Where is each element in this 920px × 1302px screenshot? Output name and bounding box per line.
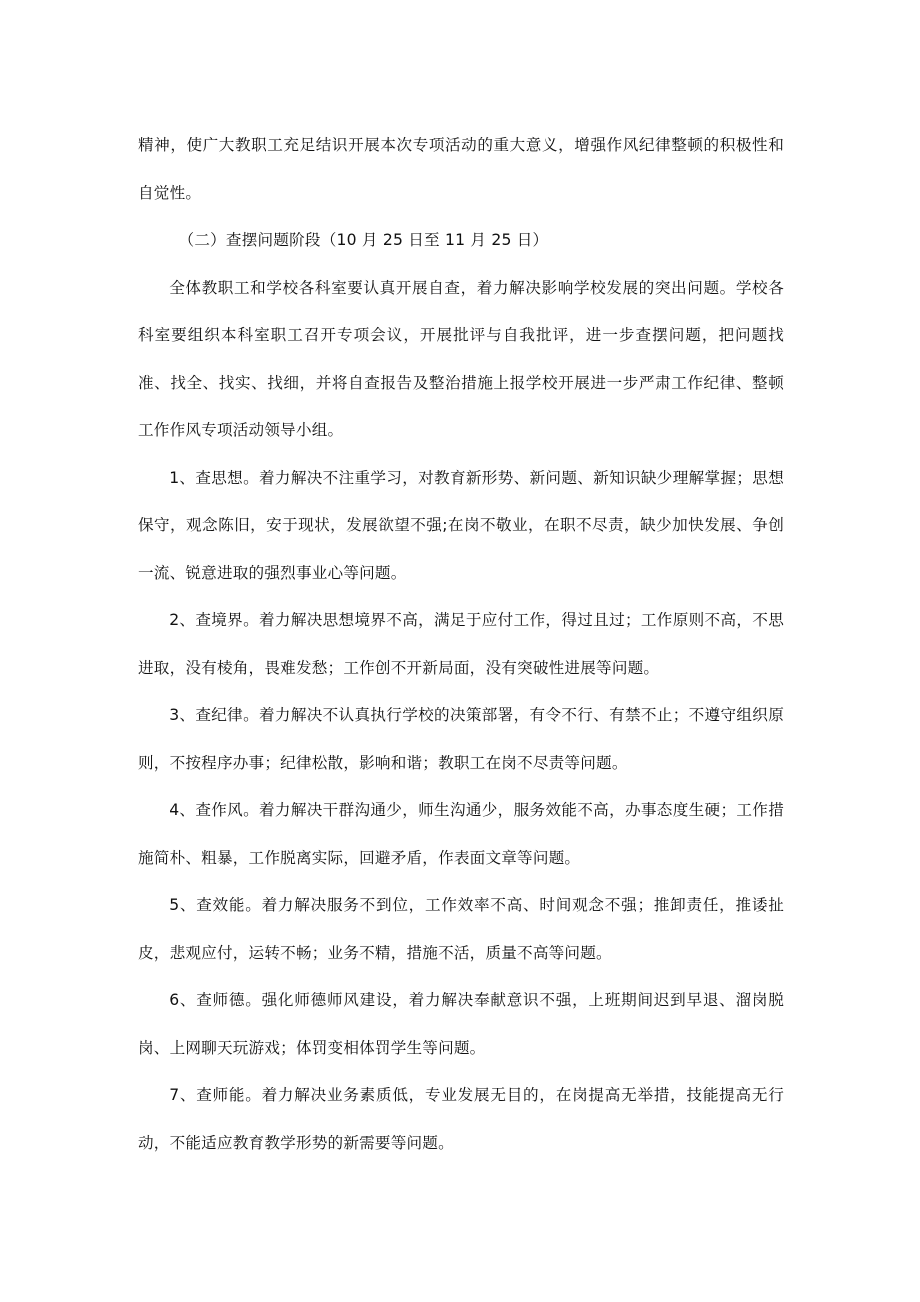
list-item-1: 1、查思想。着力解决不注重学习，对教育新形势、新问题、新知识缺少理解掌握；思想保守，观念陈旧，安于现状，发展欲望不强;在岗不敬业，在职不尽责，缺少加快发展、争创一流、锐意进取的强烈事业心等问题。	[138, 468, 784, 582]
list-item-4: 4、查作风。着力解决干群沟通少，师生沟通少，服务效能不高，办事态度生硬；工作措施简朴、粗暴，工作脱离实际，回避矛盾，作表面文章等问题。	[138, 801, 784, 867]
section-heading: （二）查摆问题阶段（10 月 25 日至 11 月 25 日）	[178, 231, 549, 249]
list-item-3: 3、查纪律。着力解决不认真执行学校的决策部署，有令不行、有禁不止；不遵守组织原则，不按程序办事；纪律松散，影响和谐；教职工在岗不尽责等问题。	[138, 706, 784, 772]
paragraph-intro: 全体教职工和学校各科室要认真开展自查，着力解决影响学校发展的突出问题。学校各科室要组织本科室职工召开专项会议，开展批评与自我批评，进一步查摆问题，把问题找准、找全、找实、找细，并将自查报告及整治措施上报学校开展进一步严肃工作纪律、整顿工作作风专项活动领导小组。	[138, 278, 784, 439]
list-item-2: 2、查境界。着力解决思想境界不高，满足于应付工作，得过且过；工作原则不高，不思进取，没有棱角，畏难发愁；工作创不开新局面，没有突破性进展等问题。	[138, 611, 784, 677]
document-page	[138, 122, 784, 1167]
list-item-5: 5、查效能。着力解决服务不到位，工作效率不高、时间观念不强；推卸责任，推诿扯皮，悲观应付，运转不畅；业务不精，措施不活，质量不高等问题。	[138, 896, 784, 962]
paragraph-continuation: 精神，使广大教职工充足结识开展本次专项活动的重大意义，增强作风纪律整顿的积极性和自觉性。	[138, 136, 784, 202]
list-item-7: 7、查师能。着力解决业务素质低，专业发展无目的，在岗提高无举措，技能提高无行动，不能适应教育教学形势的新需要等问题。	[138, 1086, 784, 1152]
list-item-6: 6、查师德。强化师德师风建设，着力解决奉献意识不强，上班期间迟到早退、溜岗脱岗、上网聊天玩游戏；体罚变相体罚学生等问题。	[138, 991, 784, 1057]
